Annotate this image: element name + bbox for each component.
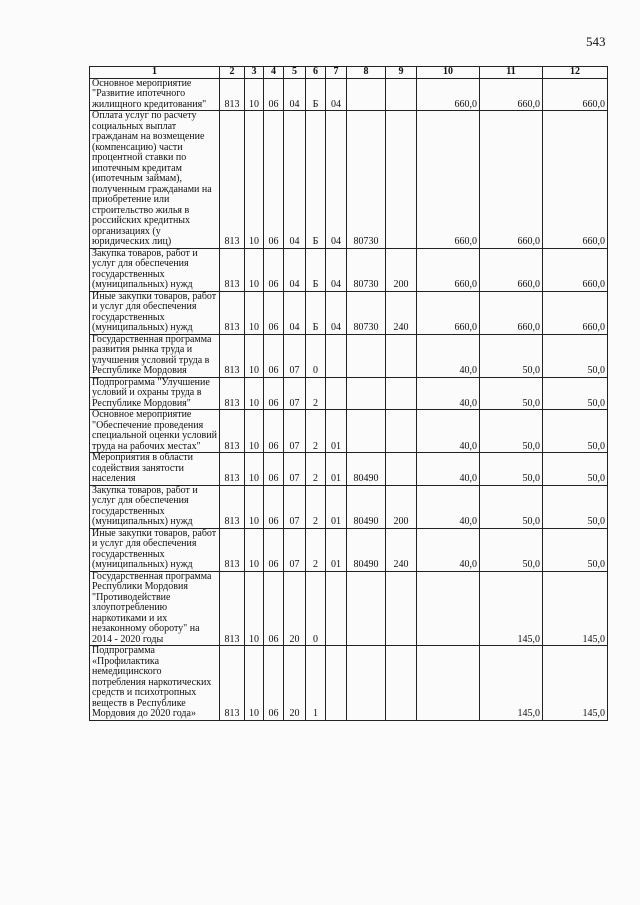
table-cell: 06 bbox=[264, 291, 284, 334]
table-cell: 01 bbox=[326, 410, 347, 453]
table-cell: 660,0 bbox=[543, 78, 608, 111]
table-cell: 80490 bbox=[347, 453, 386, 486]
table-cell bbox=[386, 646, 417, 721]
table-cell: 145,0 bbox=[543, 571, 608, 646]
table-cell: 40,0 bbox=[417, 334, 480, 377]
table-cell: 06 bbox=[264, 248, 284, 291]
table-cell: 04 bbox=[326, 111, 347, 249]
table-cell bbox=[347, 377, 386, 410]
table-cell: 50,0 bbox=[480, 485, 543, 528]
table-cell: 50,0 bbox=[543, 528, 608, 571]
column-header: 6 bbox=[306, 67, 326, 79]
table-cell bbox=[386, 334, 417, 377]
table-cell: 660,0 bbox=[417, 78, 480, 111]
table-cell: 80490 bbox=[347, 528, 386, 571]
table-cell: 06 bbox=[264, 410, 284, 453]
table-cell: 660,0 bbox=[480, 111, 543, 249]
table-cell: 50,0 bbox=[543, 485, 608, 528]
row-name-cell: Подпрограмма "Улучшение условий и охраны труда в Республике Мордовия" bbox=[90, 377, 220, 410]
table-cell: 20 bbox=[284, 571, 306, 646]
table-cell: 10 bbox=[245, 377, 264, 410]
table-cell: 06 bbox=[264, 646, 284, 721]
table-cell: 813 bbox=[220, 410, 245, 453]
table-cell: 240 bbox=[386, 528, 417, 571]
table-cell bbox=[326, 334, 347, 377]
table-cell: 50,0 bbox=[543, 453, 608, 486]
table-cell: 660,0 bbox=[417, 248, 480, 291]
table-cell: 145,0 bbox=[543, 646, 608, 721]
table-cell: 50,0 bbox=[543, 334, 608, 377]
row-name-cell: Основное мероприятие "Развитие ипотечного жилищного кредитования" bbox=[90, 78, 220, 111]
row-name-cell: Закупка товаров, работ и услуг для обеспечения государственных (муниципальных) нужд bbox=[90, 248, 220, 291]
table-cell: 01 bbox=[326, 528, 347, 571]
table-cell: 06 bbox=[264, 453, 284, 486]
table-cell: 660,0 bbox=[417, 111, 480, 249]
table-row bbox=[90, 410, 608, 453]
table-cell: 2 bbox=[306, 377, 326, 410]
column-header: 2 bbox=[220, 67, 245, 79]
table-cell bbox=[347, 646, 386, 721]
column-header: 1 bbox=[90, 67, 220, 79]
table-cell: 50,0 bbox=[543, 410, 608, 453]
table-cell bbox=[326, 646, 347, 721]
table-row bbox=[90, 646, 608, 721]
table-cell: 10 bbox=[245, 111, 264, 249]
row-name-cell: Государственная программа развития рынка труда и улучшения условий труда в Республике Мордовия bbox=[90, 334, 220, 377]
row-name-cell: Мероприятия в области содействия занятости населения bbox=[90, 453, 220, 486]
table-row bbox=[90, 453, 608, 486]
table-cell: 660,0 bbox=[543, 248, 608, 291]
table-cell: 50,0 bbox=[480, 410, 543, 453]
table-cell: 07 bbox=[284, 410, 306, 453]
column-header: 8 bbox=[347, 67, 386, 79]
table-cell: 80730 bbox=[347, 291, 386, 334]
table-cell: 813 bbox=[220, 248, 245, 291]
table-cell: 06 bbox=[264, 111, 284, 249]
table-cell: 813 bbox=[220, 78, 245, 111]
table-cell: 06 bbox=[264, 78, 284, 111]
table-cell bbox=[386, 453, 417, 486]
column-header: 11 bbox=[480, 67, 543, 79]
table-cell bbox=[386, 377, 417, 410]
table-cell: 10 bbox=[245, 646, 264, 721]
table-cell: 01 bbox=[326, 485, 347, 528]
table-cell: 80730 bbox=[347, 111, 386, 249]
table-cell: 50,0 bbox=[480, 453, 543, 486]
table-row bbox=[90, 485, 608, 528]
table-row bbox=[90, 528, 608, 571]
table-cell: 10 bbox=[245, 291, 264, 334]
table-cell: 40,0 bbox=[417, 528, 480, 571]
row-name-cell: Иные закупки товаров, работ и услуг для обеспечения государственных (муниципальных) нужд bbox=[90, 528, 220, 571]
table-cell bbox=[347, 571, 386, 646]
table-cell bbox=[347, 78, 386, 111]
table-cell bbox=[386, 78, 417, 111]
column-header: 9 bbox=[386, 67, 417, 79]
table-cell: 04 bbox=[326, 248, 347, 291]
table-cell: 2 bbox=[306, 410, 326, 453]
table-cell: Б bbox=[306, 291, 326, 334]
table-cell: 660,0 bbox=[480, 291, 543, 334]
table-row bbox=[90, 377, 608, 410]
table-cell bbox=[417, 646, 480, 721]
row-name-cell: Основное мероприятие "Обеспечение проведения специальной оценки условий труда на рабочих местах" bbox=[90, 410, 220, 453]
table-cell: 145,0 bbox=[480, 646, 543, 721]
table-cell: 40,0 bbox=[417, 377, 480, 410]
table-cell: 50,0 bbox=[480, 377, 543, 410]
table-cell: 10 bbox=[245, 485, 264, 528]
table-cell: 10 bbox=[245, 334, 264, 377]
table-cell bbox=[326, 571, 347, 646]
row-name-cell: Подпрограмма «Профилактика немедицинского потребления наркотических средств и психотропных веществ в Республике Мордовия до 2020 года» bbox=[90, 646, 220, 721]
table-cell: 04 bbox=[284, 78, 306, 111]
table-cell: 07 bbox=[284, 485, 306, 528]
table-cell bbox=[417, 571, 480, 646]
table-cell bbox=[386, 111, 417, 249]
table-cell: 660,0 bbox=[543, 111, 608, 249]
table-cell: 06 bbox=[264, 377, 284, 410]
table-row bbox=[90, 291, 608, 334]
table-cell: 04 bbox=[326, 291, 347, 334]
table-cell: 50,0 bbox=[543, 377, 608, 410]
table-cell: 2 bbox=[306, 528, 326, 571]
table-cell: 04 bbox=[326, 78, 347, 111]
table-cell: Б bbox=[306, 248, 326, 291]
table-cell: 10 bbox=[245, 78, 264, 111]
table-cell: 07 bbox=[284, 334, 306, 377]
table-cell: 813 bbox=[220, 646, 245, 721]
budget-table bbox=[89, 66, 608, 721]
table-cell: 06 bbox=[264, 485, 284, 528]
table-row bbox=[90, 111, 608, 249]
table-cell bbox=[347, 334, 386, 377]
table-cell: 813 bbox=[220, 291, 245, 334]
table-cell: Б bbox=[306, 111, 326, 249]
table-cell: 06 bbox=[264, 571, 284, 646]
table-cell: 200 bbox=[386, 485, 417, 528]
table-cell: 1 bbox=[306, 646, 326, 721]
table-cell: 0 bbox=[306, 334, 326, 377]
table-cell: 660,0 bbox=[543, 291, 608, 334]
table-cell: 04 bbox=[284, 111, 306, 249]
table-cell: 660,0 bbox=[480, 248, 543, 291]
table-cell: 40,0 bbox=[417, 485, 480, 528]
column-header: 10 bbox=[417, 67, 480, 79]
table-cell: 80490 bbox=[347, 485, 386, 528]
table-cell: 50,0 bbox=[480, 528, 543, 571]
table-cell: 40,0 bbox=[417, 453, 480, 486]
table-cell: 07 bbox=[284, 377, 306, 410]
table-cell: 20 bbox=[284, 646, 306, 721]
table-cell bbox=[386, 571, 417, 646]
column-header: 4 bbox=[264, 67, 284, 79]
table-cell: 2 bbox=[306, 453, 326, 486]
table-cell: 01 bbox=[326, 453, 347, 486]
table-row bbox=[90, 248, 608, 291]
table-cell bbox=[326, 377, 347, 410]
table-cell: 07 bbox=[284, 528, 306, 571]
header-row bbox=[90, 67, 608, 79]
table-cell: 813 bbox=[220, 377, 245, 410]
table-cell: 10 bbox=[245, 453, 264, 486]
table-cell: 660,0 bbox=[480, 78, 543, 111]
table-cell: 813 bbox=[220, 111, 245, 249]
row-name-cell: Государственная программа Республики Мордовия "Противодействие злоупотреблению наркотиками и их незаконному обороту" на 2014 - 2020 годы bbox=[90, 571, 220, 646]
column-header: 3 bbox=[245, 67, 264, 79]
column-header: 7 bbox=[326, 67, 347, 79]
table-cell: 10 bbox=[245, 410, 264, 453]
table-cell: 2 bbox=[306, 485, 326, 528]
table-cell: 80730 bbox=[347, 248, 386, 291]
table-cell: 40,0 bbox=[417, 410, 480, 453]
table-row bbox=[90, 334, 608, 377]
column-header: 12 bbox=[543, 67, 608, 79]
row-name-cell: Оплата услуг по расчету социальных выплат гражданам на возмещение (компенсацию) части процентной ставки по ипотечным кредитам (ипотечным займам), полученным гражданами на приобретение или строительство жилья в российских кредитных организациях (у юридических лиц) bbox=[90, 111, 220, 249]
table-cell: 813 bbox=[220, 528, 245, 571]
table-cell bbox=[386, 410, 417, 453]
table-cell: 04 bbox=[284, 248, 306, 291]
row-name-cell: Закупка товаров, работ и услуг для обеспечения государственных (муниципальных) нужд bbox=[90, 485, 220, 528]
table-cell: 813 bbox=[220, 485, 245, 528]
page-number: 543 bbox=[586, 34, 606, 49]
table-cell: 145,0 bbox=[480, 571, 543, 646]
table-cell: 06 bbox=[264, 334, 284, 377]
table-cell: 813 bbox=[220, 453, 245, 486]
table-cell: 04 bbox=[284, 291, 306, 334]
table-cell: Б bbox=[306, 78, 326, 111]
column-header: 5 bbox=[284, 67, 306, 79]
table-cell: 06 bbox=[264, 528, 284, 571]
table-cell: 10 bbox=[245, 248, 264, 291]
table-cell: 813 bbox=[220, 334, 245, 377]
table-row bbox=[90, 78, 608, 111]
table-cell: 10 bbox=[245, 571, 264, 646]
table-cell: 0 bbox=[306, 571, 326, 646]
table-cell: 660,0 bbox=[417, 291, 480, 334]
table-cell: 10 bbox=[245, 528, 264, 571]
table-cell: 07 bbox=[284, 453, 306, 486]
table-row bbox=[90, 571, 608, 646]
table-cell: 813 bbox=[220, 571, 245, 646]
table-cell: 240 bbox=[386, 291, 417, 334]
row-name-cell: Иные закупки товаров, работ и услуг для обеспечения государственных (муниципальных) нужд bbox=[90, 291, 220, 334]
table-cell: 50,0 bbox=[480, 334, 543, 377]
table-body bbox=[90, 78, 608, 720]
table-cell: 200 bbox=[386, 248, 417, 291]
table-cell bbox=[347, 410, 386, 453]
